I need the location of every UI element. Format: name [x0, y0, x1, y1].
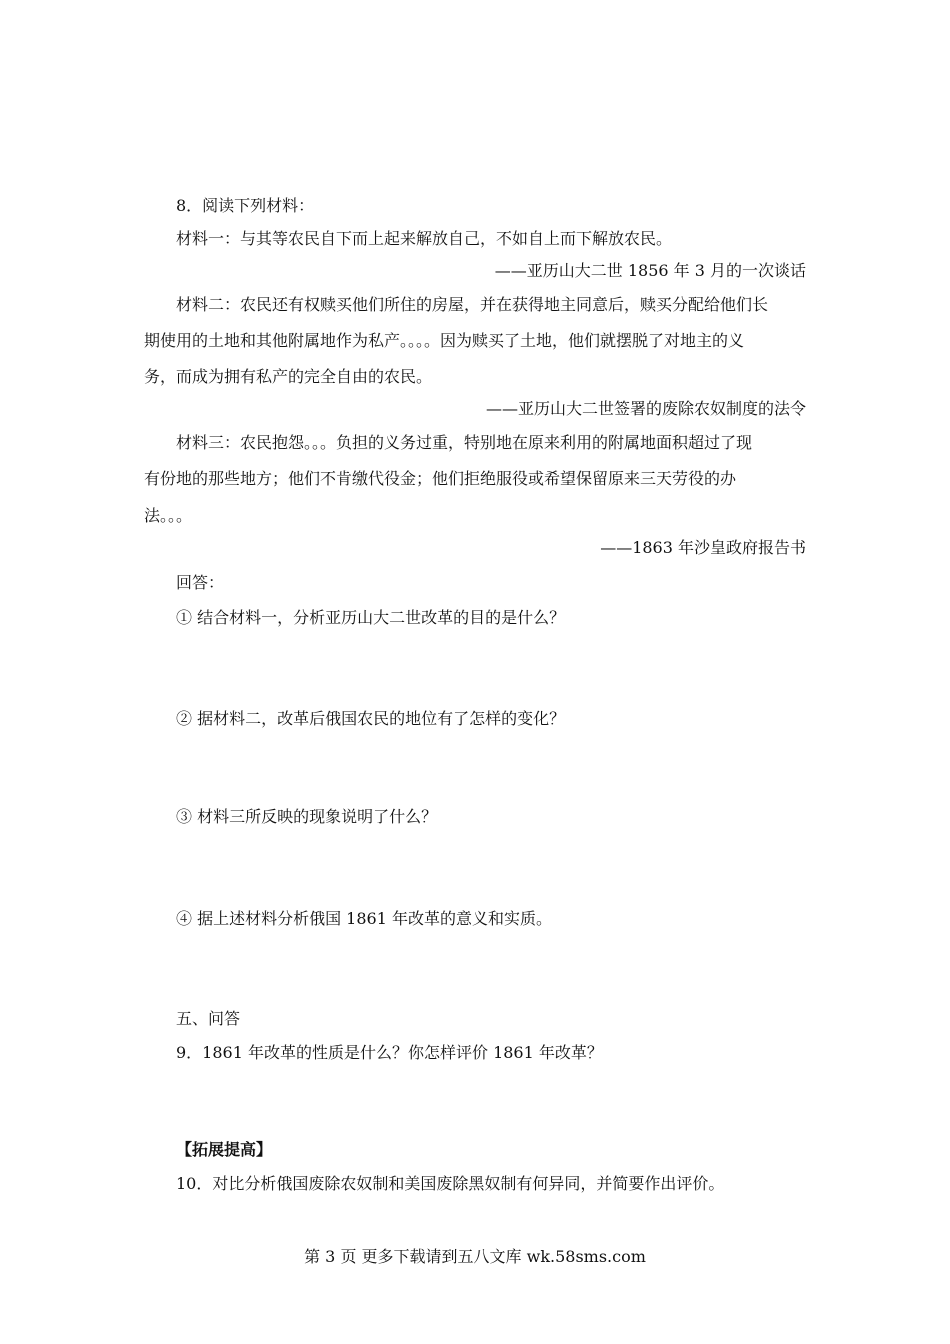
material-2-line-2: 期使用的土地和其他附属地作为私产。。。。因为赎买了土地，他们就摆脱了对地主的义: [144, 331, 745, 350]
material-2-source: ——亚历山大二世签署的废除农奴制度的法令: [485, 399, 806, 418]
extend-heading: 【拓展提高】: [176, 1140, 273, 1159]
answer-label: 回答：: [176, 573, 225, 592]
material-2-line-3: 务，而成为拥有私产的完全自由的农民。: [144, 367, 433, 386]
material-2-line-1: 材料二：农民还有权赎买他们所住的房屋，并在获得地主同意后，赎买分配给他们长: [176, 295, 769, 314]
material-3-line-1: 材料三：农民抱怨。。。负担的义务过重，特别地在原来利用的附属地面积超过了现: [176, 433, 753, 452]
section-5-heading: 五、问答: [176, 1009, 241, 1028]
material-3-line-3: 法。。。: [144, 506, 193, 525]
sub-question-3: ③ 材料三所反映的现象说明了什么？: [176, 807, 438, 826]
page-footer: 第 3 页 更多下载请到五八文库 wk.58sms.com: [304, 1247, 646, 1266]
material-1-text: 材料一：与其等农民自下而上起来解放自己，不如自上而下解放农民。: [176, 229, 673, 248]
material-3-line-2: 有份地的那些地方；他们不肯缴代役金；他们拒绝服役或希望保留原来三天劳役的办: [144, 469, 737, 488]
sub-question-2: ② 据材料二，改革后俄国农民的地位有了怎样的变化？: [176, 709, 566, 728]
sub-question-1: ① 结合材料一，分析亚历山大二世改革的目的是什么？: [176, 608, 566, 627]
sub-question-4: ④ 据上述材料分析俄国 1861 年改革的意义和实质。: [176, 909, 552, 928]
material-1-source: ——亚历山大二世 1856 年 3 月的一次谈话: [494, 261, 806, 280]
material-3-source: ——1863 年沙皇政府报告书: [600, 538, 806, 557]
question-8-title: 8．阅读下列材料：: [176, 196, 315, 215]
question-10: 10．对比分析俄国废除农奴制和美国废除黑奴制有何异同，并简要作出评价。: [176, 1174, 725, 1193]
question-9: 9．1861 年改革的性质是什么？你怎样评价 1861 年改革？: [176, 1043, 603, 1062]
